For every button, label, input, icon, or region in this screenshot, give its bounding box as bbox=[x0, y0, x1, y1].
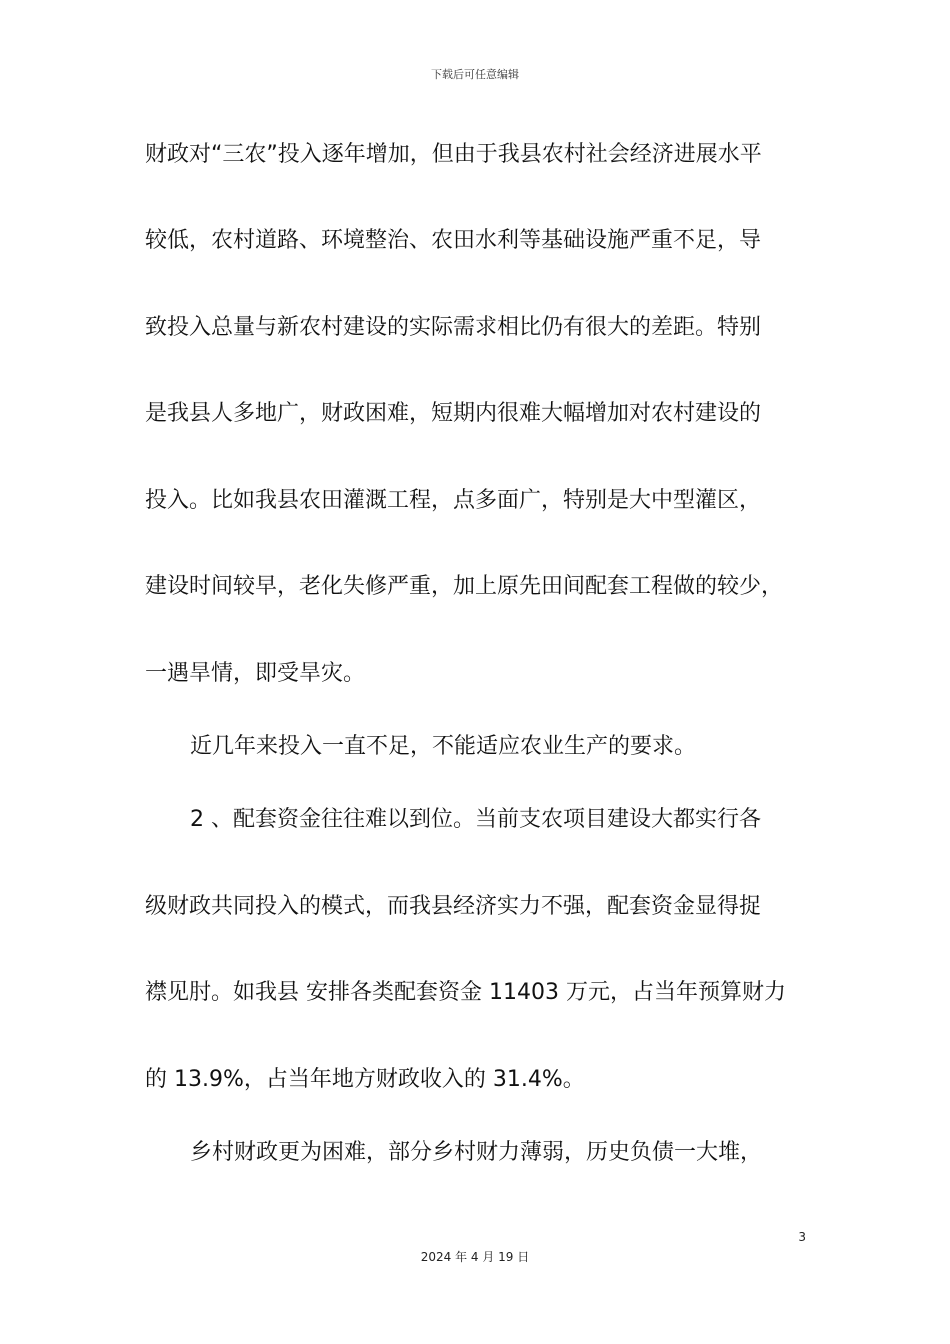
paragraph-line: 建设时间较早，老化失修严重，加上原先田间配套工程做的较少， bbox=[145, 574, 784, 599]
paragraph-line: 投入。比如我县农田灌溉工程，点多面广，特别是大中型灌区， bbox=[145, 488, 762, 513]
page-number: 3 bbox=[798, 1230, 806, 1244]
paragraph-line: 乡村财政更为困难，部分乡村财力薄弱，历史负债一大堆， bbox=[190, 1140, 763, 1165]
paragraph-line: 2 、配套资金往往难以到位。当前支农项目建设大都实行各 bbox=[190, 807, 761, 832]
paragraph-line: 致投入总量与新农村建设的实际需求相比仍有很大的差距。特别 bbox=[145, 315, 762, 340]
paragraph-line: 的 13.9%，占当年地方财政收入的 31.4%。 bbox=[145, 1067, 585, 1092]
paragraph-line: 级财政共同投入的模式，而我县经济实力不强，配套资金显得捉 bbox=[145, 894, 762, 919]
paragraph-line: 较低，农村道路、环境整治、农田水利等基础设施严重不足，导 bbox=[145, 228, 762, 253]
paragraph-line: 一遇旱情，即受旱灾。 bbox=[145, 661, 366, 686]
paragraph-line: 财政对“三农”投入逐年增加，但由于我县农村社会经济进展水平 bbox=[145, 142, 762, 167]
page-header: 下载后可任意编辑 bbox=[431, 68, 519, 81]
paragraph-line: 近几年来投入一直不足，不能适应农业生产的要求。 bbox=[190, 734, 697, 759]
paragraph-line: 是我县人多地广，财政困难，短期内很难大幅增加对农村建设的 bbox=[145, 401, 762, 426]
footer-date: 2024 年 4 月 19 日 bbox=[420, 1250, 530, 1264]
paragraph-line: 襟见肘。如我县 安排各类配套资金 11403 万元，占当年预算财力 bbox=[145, 980, 786, 1005]
